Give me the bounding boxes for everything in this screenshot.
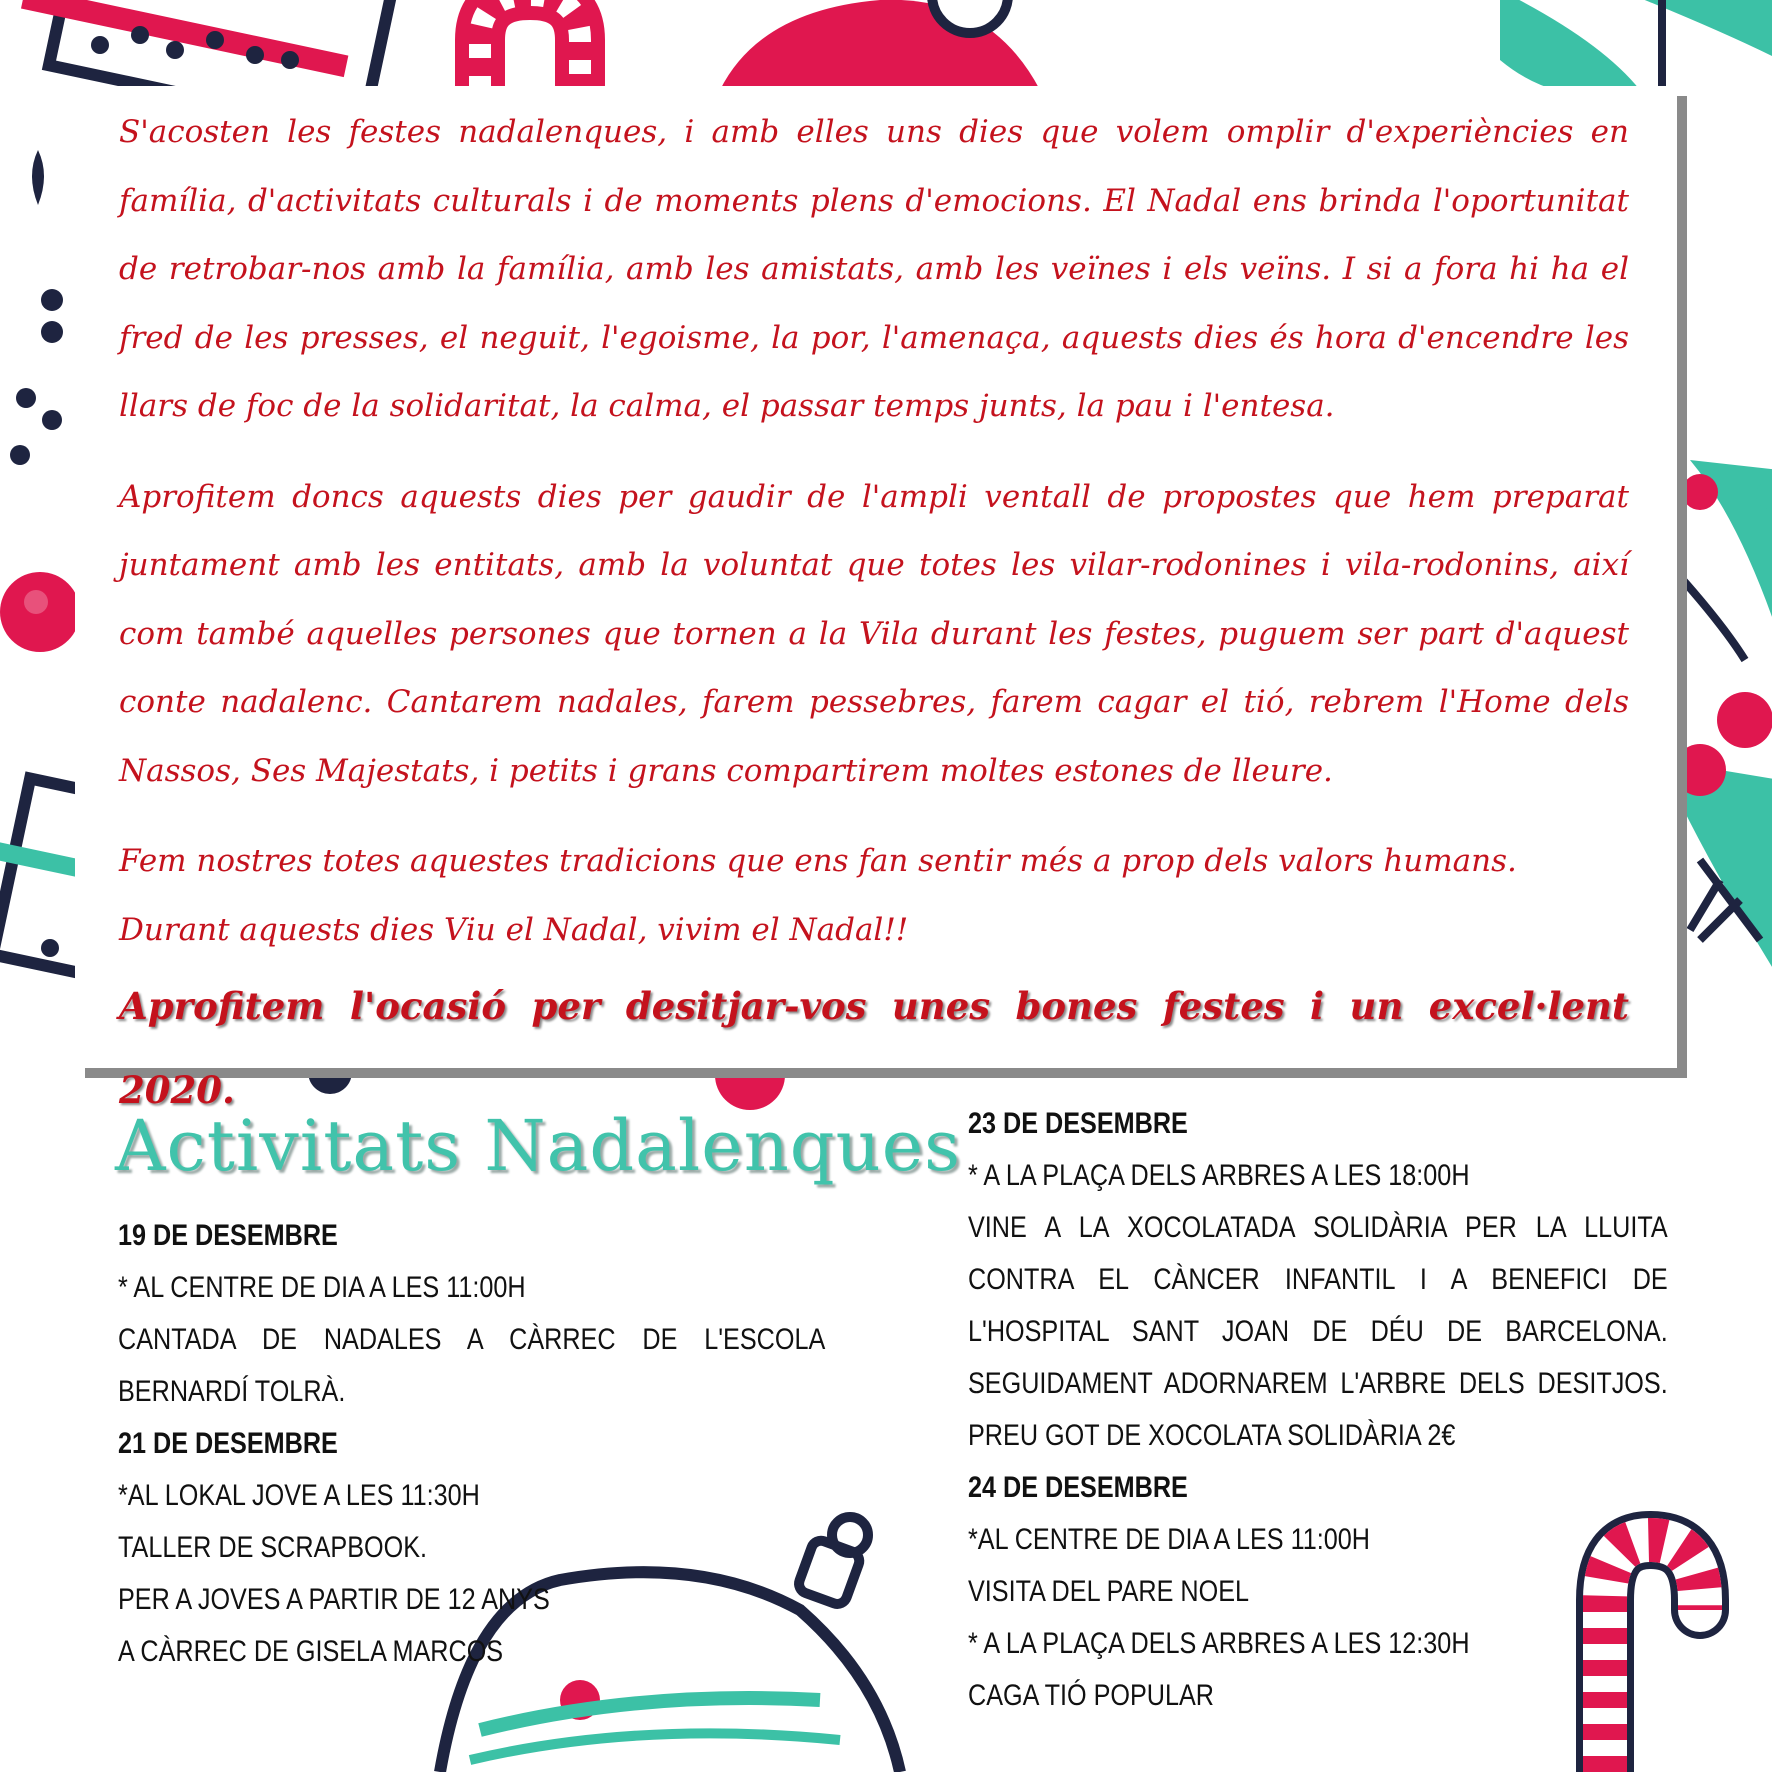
santa-hat-icon [720, 0, 1040, 90]
event-line: CAGA TIÓ POPULAR [968, 1679, 1215, 1712]
event-line: A CÀRREC DE GISELA MARCOS [118, 1635, 504, 1668]
event-line: * AL CENTRE DE DIA A LES 11:00H [118, 1271, 526, 1304]
letter-text [119, 98, 1629, 1132]
event-date: 21 DE DESEMBRE [118, 1427, 338, 1460]
events-column-left [118, 1210, 825, 1678]
letter-paragraph-4: Durant aquests dies Viu el Nadal, vivim el Nadal!! [119, 911, 909, 948]
letter-closing: Aprofitem l'ocasió per desitjar-vos unes bones festes i un excel·lent 2020. [119, 984, 1629, 1112]
event-block [118, 1418, 825, 1678]
event-line: * A LA PLAÇA DELS ARBRES A LES 12:30H [968, 1627, 1470, 1660]
event-line: CANTADA DE NADALES A CÀRREC DE L'ESCOLA BERNARDÍ TOLRÀ. [118, 1323, 826, 1408]
event-line: VINE A LA XOCOLATADA SOLIDÀRIA PER LA LLUITA CONTRA EL CÀNCER INFANTIL I A BENEFICI DE L'HOSPITAL SANT JOAN DE DÉU DE BARCELONA. SEGUIDAMENT ADORNAREM L'ARBRE DELS DESITJOS. PREU GOT DE XOCOLATA SOLIDÀRIA 2€ [968, 1211, 1668, 1452]
event-line: PER A JOVES A PARTIR DE 12 ANYS [118, 1583, 550, 1616]
berries-icon [0, 572, 80, 652]
letter-paragraph-1: S'acosten les festes nadalenques, i amb elles uns dies que volem omplir d'experiències en família, d'activitats culturals i de moments plens d'emocions. El Nadal ens brinda l'oportunitat de retrobar-nos amb la família, amb les amistats, amb les veïnes i els veïns. I si a fora hi ha el fred de les presses, el neguit, l'egoisme, la por, l'amenaça, aquests dies és hora d'encendre les llars de foc de la solidaritat, la calma, el passar temps junts, la pau i l'entesa. [119, 114, 1629, 424]
event-date: 19 DE DESEMBRE [118, 1219, 338, 1252]
event-block [968, 1098, 1668, 1462]
event-block [968, 1462, 1668, 1722]
candy-cane-icon [480, 0, 580, 90]
events-column-right [968, 1098, 1668, 1722]
letter-paragraph-2: Aprofitem doncs aquests dies per gaudir de l'ampli ventall de propostes que hem preparat juntament amb les entitats, amb la voluntat que totes les vilar-rodonines i vila-rodonins, així com també aquelles persones que tornen a la Vila durant les festes, puguem ser part d'aquest conte nadalenc. Cantarem nadales, farem pessebres, farem cagar el tió, rebrem l'Home dels Nassos, Ses Majestats, i petits i grans compartirem moltes estones de lleure. [119, 478, 1629, 789]
letter-paragraph-3: Fem nostres totes aquestes tradicions que ens fan sentir més a prop dels valors humans. [119, 843, 1517, 879]
event-block [118, 1210, 825, 1418]
event-line: *AL LOKAL JOVE A LES 11:30H [118, 1479, 480, 1512]
event-date: 24 DE DESEMBRE [968, 1471, 1188, 1504]
activities-title: Activitats Nadalenques [115, 1105, 962, 1187]
event-line: * A LA PLAÇA DELS ARBRES A LES 18:00H [968, 1159, 1470, 1192]
event-line: VISITA DEL PARE NOEL [968, 1575, 1250, 1608]
event-line: TALLER DE SCRAPBOOK. [118, 1531, 428, 1564]
event-date: 23 DE DESEMBRE [968, 1107, 1188, 1140]
event-line: *AL CENTRE DE DIA A LES 11:00H [968, 1523, 1370, 1556]
letter-card [75, 86, 1677, 1112]
